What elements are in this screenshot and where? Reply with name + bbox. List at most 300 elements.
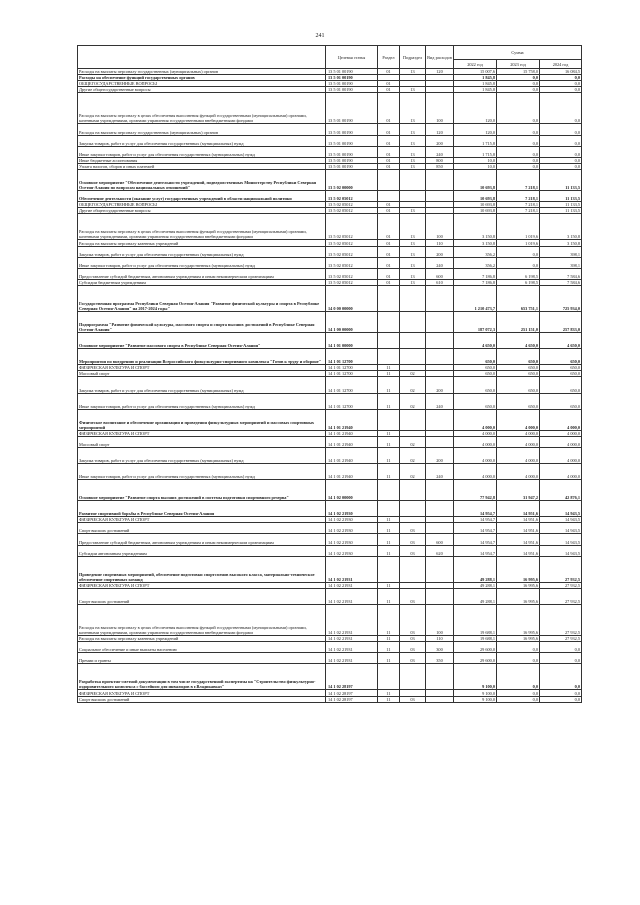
- row-expense-type: [426, 556, 454, 582]
- table-row: [78, 285, 582, 311]
- table-row: [78, 246, 582, 257]
- row-section: [378, 480, 400, 501]
- row-name: Другие общегосударственные вопросы: [78, 208, 326, 214]
- budget-table-container: [77, 45, 581, 703]
- row-name: Другие общегосударственные вопросы: [78, 87, 326, 93]
- row-sum-2024: 11 133,5: [540, 191, 582, 202]
- row-sum-2024: 0,0: [540, 81, 582, 87]
- row-sum-2024: 3 150,8: [540, 240, 582, 246]
- row-sum-2024: 650,0: [540, 377, 582, 393]
- row-sum-2024: 4 650,0: [540, 333, 582, 349]
- row-section: 11: [378, 534, 400, 545]
- row-target-article: 14 1 02 21931: [326, 556, 378, 582]
- row-sum-2024: 650,0: [540, 371, 582, 377]
- row-expense-type: [426, 311, 454, 332]
- row-name: Социальное обеспечение и иные выплаты населению: [78, 642, 326, 653]
- row-section: 01: [378, 124, 400, 135]
- row-sum-2023: 4 000,0: [497, 409, 540, 430]
- table-row: [78, 696, 582, 702]
- row-sum-2024: 11 133,5: [540, 208, 582, 214]
- row-name: Основное мероприятие "Обеспечение деятельности учреждений, подведомственных Министерству Республики Северная Осетия-Алания по вопросам национальных отношений": [78, 169, 326, 190]
- row-sum-2022: 29 600,0: [454, 653, 497, 664]
- row-sum-2022: 49 288,1: [454, 556, 497, 582]
- row-section: 01: [378, 135, 400, 146]
- header-year-2023: 2023 год: [497, 60, 540, 69]
- row-subsection: 03: [400, 604, 426, 635]
- row-sum-2024: 4 000,0: [540, 447, 582, 463]
- row-expense-type: 200: [426, 246, 454, 257]
- row-target-article: 14 1 01 21940: [326, 447, 378, 463]
- row-name: ФИЗИЧЕСКАЯ КУЛЬТУРА И СПОРТ: [78, 430, 326, 436]
- row-sum-2024: 0,0: [540, 696, 582, 702]
- row-section: [378, 556, 400, 582]
- row-subsection: 03: [400, 642, 426, 653]
- row-expense-type: 200: [426, 135, 454, 146]
- row-sum-2024: 0,0: [540, 163, 582, 169]
- row-name: Уплата налогов, сборов и иных платежей: [78, 163, 326, 169]
- row-name: ОБЩЕГОСУДАРСТВЕННЫЕ ВОПРОСЫ: [78, 81, 326, 87]
- row-sum-2024: 0,0: [540, 157, 582, 163]
- row-section: 01: [378, 214, 400, 240]
- row-expense-type: [426, 523, 454, 534]
- row-subsection: [400, 285, 426, 311]
- row-expense-type: 350: [426, 653, 454, 664]
- row-section: 11: [378, 436, 400, 447]
- row-sum-2023: 4 650,0: [497, 333, 540, 349]
- row-sum-2024: 27 932,5: [540, 582, 582, 588]
- row-sum-2023: 7 218,1: [497, 191, 540, 202]
- row-sum-2023: 16 995,6: [497, 588, 540, 604]
- row-target-article: 14 1 02 21931: [326, 588, 378, 604]
- row-target-article: 14 1 02 28197: [326, 696, 378, 702]
- row-target-article: 14 1 01 12700: [326, 365, 378, 371]
- row-sum-2023: 650,0: [497, 377, 540, 393]
- row-sum-2022: 650,0: [454, 349, 497, 365]
- row-section: 01: [378, 163, 400, 169]
- table-row: [78, 169, 582, 190]
- row-sum-2022: 10,0: [454, 157, 497, 163]
- table-row: [78, 664, 582, 690]
- row-name: Закупка товаров, работ и услуг для обеспечения государственных (муниципальных) нужд: [78, 246, 326, 257]
- row-expense-type: 110: [426, 636, 454, 642]
- row-sum-2023: 0,0: [497, 93, 540, 124]
- row-name: Закупка товаров, работ и услуг для обеспечения государственных (муниципальных) нужд: [78, 377, 326, 393]
- row-section: 01: [378, 157, 400, 163]
- row-section: 11: [378, 545, 400, 556]
- row-subsection: [400, 664, 426, 690]
- row-sum-2022: 4 000,0: [454, 436, 497, 447]
- row-expense-type: [426, 696, 454, 702]
- row-name: ФИЗИЧЕСКАЯ КУЛЬТУРА И СПОРТ: [78, 365, 326, 371]
- row-subsection: 13: [400, 257, 426, 268]
- row-sum-2024: 27 932,5: [540, 588, 582, 604]
- row-subsection: 13: [400, 246, 426, 257]
- row-section: 11: [378, 365, 400, 371]
- row-sum-2023: 14 951,6: [497, 523, 540, 534]
- row-sum-2023: 4 000,0: [497, 447, 540, 463]
- row-name: Обеспечение деятельности (оказание услуг) государственных учреждений в области национальной политики: [78, 191, 326, 202]
- row-subsection: 03: [400, 696, 426, 702]
- row-sum-2024: 4 000,0: [540, 430, 582, 436]
- row-sum-2022: 14 954,7: [454, 523, 497, 534]
- row-target-article: 13 5 01 00190: [326, 75, 378, 81]
- row-sum-2024: 0,0: [540, 653, 582, 664]
- row-sum-2024: 650,0: [540, 393, 582, 409]
- row-subsection: 03: [400, 523, 426, 534]
- row-expense-type: 600: [426, 534, 454, 545]
- header-name: [78, 46, 326, 69]
- row-section: 01: [378, 268, 400, 279]
- row-name: Спорт высших достижений: [78, 696, 326, 702]
- row-sum-2022: 19 688,1: [454, 604, 497, 635]
- row-name: Расходы на выплаты персоналу государственных (муниципальных) органов: [78, 124, 326, 135]
- row-subsection: 02: [400, 393, 426, 409]
- table-row: [78, 480, 582, 501]
- row-sum-2023: 0,0: [497, 81, 540, 87]
- row-expense-type: 850: [426, 163, 454, 169]
- table-row: [78, 501, 582, 517]
- row-expense-type: [426, 169, 454, 190]
- row-target-article: 14 1 02 21931: [326, 582, 378, 588]
- row-subsection: [400, 556, 426, 582]
- row-sum-2022: 4 000,0: [454, 430, 497, 436]
- row-section: 01: [378, 93, 400, 124]
- row-target-article: 13 5 01 00190: [326, 135, 378, 146]
- row-subsection: 13: [400, 240, 426, 246]
- row-expense-type: [426, 436, 454, 447]
- row-target-article: 13 5 02 05012: [326, 246, 378, 257]
- row-sum-2024: 0,0: [540, 664, 582, 690]
- row-section: 11: [378, 636, 400, 642]
- row-expense-type: 240: [426, 393, 454, 409]
- table-row: [78, 135, 582, 146]
- row-sum-2023: 0,0: [497, 653, 540, 664]
- row-sum-2024: 14 943,5: [540, 517, 582, 523]
- row-sum-2024: 398,1: [540, 257, 582, 268]
- row-name: Иные закупки товаров, работ и услуг для обеспечения государственных (муниципальных) нужд: [78, 257, 326, 268]
- row-sum-2024: 16 084,5: [540, 69, 582, 75]
- row-sum-2023: 0,0: [497, 146, 540, 157]
- row-sum-2022: 9 100,0: [454, 690, 497, 696]
- row-sum-2023: 31 947,2: [497, 480, 540, 501]
- row-expense-type: [426, 501, 454, 517]
- row-sum-2023: 0,0: [497, 664, 540, 690]
- row-sum-2024: 4 000,0: [540, 436, 582, 447]
- row-subsection: [400, 333, 426, 349]
- row-subsection: 13: [400, 69, 426, 75]
- row-sum-2023: 6 198,5: [497, 279, 540, 285]
- row-name: Предоставление субсидий бюджетным, автономным учреждениям и иным некоммерческим организациям: [78, 268, 326, 279]
- row-section: [378, 333, 400, 349]
- row-sum-2023: 0,0: [497, 135, 540, 146]
- row-expense-type: 120: [426, 124, 454, 135]
- row-sum-2024: 14 943,5: [540, 545, 582, 556]
- row-section: 11: [378, 464, 400, 480]
- row-sum-2023: 650,0: [497, 349, 540, 365]
- row-target-article: 14 1 02 21931: [326, 653, 378, 664]
- row-sum-2024: 14 943,5: [540, 534, 582, 545]
- row-name: Государственная программа Республики Северная Осетия-Алания "Развитие физической культуры и спорта в Республике Северная Осетия-Алания" на 2017-2024 годы": [78, 285, 326, 311]
- row-sum-2022: 4 650,0: [454, 333, 497, 349]
- header-sum: Сумма: [454, 46, 582, 60]
- row-target-article: 14 1 02 21931: [326, 604, 378, 635]
- row-sum-2022: 1 845,8: [454, 75, 497, 81]
- row-target-article: 13 5 02 05012: [326, 268, 378, 279]
- row-sum-2023: 7 218,1: [497, 208, 540, 214]
- row-name: Массовый спорт: [78, 436, 326, 447]
- row-section: 11: [378, 696, 400, 702]
- row-sum-2023: 0,0: [497, 124, 540, 135]
- row-section: 01: [378, 279, 400, 285]
- row-sum-2022: 29 600,0: [454, 642, 497, 653]
- row-name: Разработка проектно-сметной документации в том числе государственной экспертизы на "Строительство физкультурно-оздоровительного комплекса с бассейном для инвалидов в г.Владикавказ": [78, 664, 326, 690]
- row-section: 01: [378, 240, 400, 246]
- row-sum-2023: 0,0: [497, 157, 540, 163]
- row-sum-2022: 10 693,8: [454, 208, 497, 214]
- row-expense-type: 110: [426, 240, 454, 246]
- row-sum-2023: 6 198,5: [497, 268, 540, 279]
- row-subsection: [400, 311, 426, 332]
- row-name: Закупка товаров, работ и услуг для обеспечения государственных (муниципальных) нужд: [78, 135, 326, 146]
- row-sum-2022: 650,0: [454, 365, 497, 371]
- row-subsection: [400, 480, 426, 501]
- row-sum-2023: 4 000,0: [497, 436, 540, 447]
- table-row: [78, 124, 582, 135]
- row-sum-2024: 7 584,6: [540, 279, 582, 285]
- row-name: Расходы на выплаты персоналу в целях обеспечения выполнения функций государственными (муниципальными) органами, казенными учреждениями, органами управления государственными внебюджетными фондами: [78, 93, 326, 124]
- row-sum-2022: 14 954,7: [454, 501, 497, 517]
- row-name: Спорт высших достижений: [78, 523, 326, 534]
- row-sum-2022: 356,2: [454, 246, 497, 257]
- row-sum-2022: 4 000,0: [454, 447, 497, 463]
- row-section: 11: [378, 393, 400, 409]
- row-name: Расходы на выплаты персоналу государственных (муниципальных) органов: [78, 69, 326, 75]
- header-subsection: Подраздел: [400, 46, 426, 69]
- row-sum-2023: 650,0: [497, 393, 540, 409]
- row-name: ФИЗИЧЕСКАЯ КУЛЬТУРА И СПОРТ: [78, 582, 326, 588]
- row-sum-2022: 4 000,0: [454, 409, 497, 430]
- row-name: Иные закупки товаров, работ и услуг для обеспечения государственных (муниципальных) нужд: [78, 393, 326, 409]
- row-section: 11: [378, 371, 400, 377]
- row-name: Субсидии автономным учреждениям: [78, 545, 326, 556]
- row-target-article: 14 1 01 21940: [326, 464, 378, 480]
- table-row: [78, 349, 582, 365]
- row-sum-2022: 3 150,8: [454, 240, 497, 246]
- row-target-article: 14 1 02 21931: [326, 636, 378, 642]
- row-name: Расходы на выплаты персоналу казенных учреждений: [78, 240, 326, 246]
- row-target-article: 13 5 02 05012: [326, 240, 378, 246]
- row-sum-2023: 16 995,6: [497, 582, 540, 588]
- row-sum-2023: 251 151,0: [497, 311, 540, 332]
- row-target-article: 13 5 01 00190: [326, 93, 378, 124]
- row-sum-2022: 650,0: [454, 377, 497, 393]
- row-section: 11: [378, 582, 400, 588]
- row-name: Расходы на выплаты персоналу в целях обеспечения выполнения функций государственными (муниципальными) органами, казенными учреждениями, органами управления государственными внебюджетными фондами: [78, 604, 326, 635]
- row-target-article: 13 5 02 05012: [326, 202, 378, 208]
- row-sum-2023: 0,0: [497, 642, 540, 653]
- row-target-article: 14 1 01 21940: [326, 409, 378, 430]
- row-section: 11: [378, 377, 400, 393]
- row-subsection: 02: [400, 377, 426, 393]
- row-section: [378, 349, 400, 365]
- row-name: Спорт высших достижений: [78, 588, 326, 604]
- row-name: ОБЩЕГОСУДАРСТВЕННЫЕ ВОПРОСЫ: [78, 202, 326, 208]
- row-target-article: 13 5 01 00190: [326, 69, 378, 75]
- row-target-article: 14 0 00 00000: [326, 285, 378, 311]
- row-target-article: 13 5 02 05012: [326, 191, 378, 202]
- row-target-article: 13 5 02 05012: [326, 208, 378, 214]
- row-name: Закупка товаров, работ и услуг для обеспечения государственных (муниципальных) нужд: [78, 447, 326, 463]
- table-row: [78, 311, 582, 332]
- row-name: Основное мероприятие "Развитие массового спорта в Республике Северная Осетия-Алания": [78, 333, 326, 349]
- row-sum-2022: 1 715,8: [454, 135, 497, 146]
- row-sum-2024: 0,0: [540, 124, 582, 135]
- row-name: Премии и гранты: [78, 653, 326, 664]
- row-sum-2023: 4 000,0: [497, 430, 540, 436]
- row-expense-type: [426, 333, 454, 349]
- row-section: [378, 169, 400, 190]
- table-row: [78, 191, 582, 202]
- row-target-article: 13 5 02 00000: [326, 169, 378, 190]
- table-row: [78, 436, 582, 447]
- table-body: [78, 69, 582, 703]
- row-expense-type: 240: [426, 464, 454, 480]
- table-row: [78, 268, 582, 279]
- header-expense-type: Вид расходов: [426, 46, 454, 69]
- row-expense-type: [426, 664, 454, 690]
- row-expense-type: 300: [426, 642, 454, 653]
- row-subsection: 13: [400, 279, 426, 285]
- row-name: Физическое воспитание и обеспечение организации и проведения физкультурных мероприятий и массовых спортивных мероприятий: [78, 409, 326, 430]
- table-row: [78, 447, 582, 463]
- row-sum-2022: 77 942,8: [454, 480, 497, 501]
- table-row: [78, 409, 582, 430]
- row-sum-2024: 14 943,5: [540, 501, 582, 517]
- row-subsection: 13: [400, 163, 426, 169]
- row-expense-type: 100: [426, 604, 454, 635]
- row-target-article: 13 5 01 00190: [326, 87, 378, 93]
- row-target-article: 14 1 01 12700: [326, 377, 378, 393]
- row-expense-type: 100: [426, 93, 454, 124]
- row-target-article: 13 5 01 00190: [326, 163, 378, 169]
- table-row: [78, 534, 582, 545]
- table-header: [78, 46, 582, 69]
- row-subsection: 02: [400, 371, 426, 377]
- row-sum-2022: 14 954,7: [454, 545, 497, 556]
- row-target-article: 13 5 01 00190: [326, 81, 378, 87]
- row-target-article: 13 5 02 05012: [326, 279, 378, 285]
- row-target-article: 14 1 00 00000: [326, 311, 378, 332]
- row-target-article: 13 5 01 00190: [326, 146, 378, 157]
- row-sum-2023: 14 951,6: [497, 517, 540, 523]
- row-sum-2023: 16 995,6: [497, 604, 540, 635]
- row-subsection: [400, 169, 426, 190]
- row-target-article: 14 1 01 12700: [326, 371, 378, 377]
- row-sum-2023: 1 019,6: [497, 240, 540, 246]
- row-sum-2022: 1 845,8: [454, 81, 497, 87]
- row-name: Иные бюджетные ассигнования: [78, 157, 326, 163]
- row-target-article: 14 1 01 21940: [326, 436, 378, 447]
- row-expense-type: 200: [426, 447, 454, 463]
- table-row: [78, 653, 582, 664]
- row-sum-2022: 10,0: [454, 163, 497, 169]
- row-sum-2022: 1 715,8: [454, 146, 497, 157]
- row-section: [378, 501, 400, 517]
- row-sum-2023: 0,0: [497, 690, 540, 696]
- row-sum-2024: 650,0: [540, 349, 582, 365]
- header-year-2024: 2024 год: [540, 60, 582, 69]
- table-row: [78, 214, 582, 240]
- row-subsection: 13: [400, 208, 426, 214]
- row-expense-type: 610: [426, 279, 454, 285]
- row-sum-2024: 0,0: [540, 87, 582, 93]
- row-name: Предоставление субсидий бюджетным, автономным учреждениям и иным некоммерческим организациям: [78, 534, 326, 545]
- row-section: 11: [378, 523, 400, 534]
- row-expense-type: [426, 349, 454, 365]
- row-sum-2023: 15 758,0: [497, 69, 540, 75]
- row-section: 01: [378, 69, 400, 75]
- row-section: 11: [378, 642, 400, 653]
- row-expense-type: 600: [426, 268, 454, 279]
- row-sum-2023: 1 019,6: [497, 214, 540, 240]
- row-sum-2022: 14 954,7: [454, 534, 497, 545]
- row-sum-2024: 0,0: [540, 135, 582, 146]
- row-sum-2022: 49 288,1: [454, 582, 497, 588]
- row-name: ФИЗИЧЕСКАЯ КУЛЬТУРА И СПОРТ: [78, 690, 326, 696]
- row-target-article: 14 1 02 00000: [326, 480, 378, 501]
- row-sum-2024: 11 133,5: [540, 202, 582, 208]
- row-target-article: 14 1 02 21931: [326, 642, 378, 653]
- row-sum-2024: 0,0: [540, 93, 582, 124]
- row-target-article: 14 1 01 00000: [326, 333, 378, 349]
- row-name: Иные закупки товаров, работ и услуг для обеспечения государственных (муниципальных) нужд: [78, 464, 326, 480]
- row-section: 11: [378, 690, 400, 696]
- row-subsection: 03: [400, 545, 426, 556]
- row-section: 01: [378, 146, 400, 157]
- row-subsection: [400, 349, 426, 365]
- row-section: [378, 664, 400, 690]
- row-sum-2024: 11 133,5: [540, 169, 582, 190]
- row-sum-2022: 120,0: [454, 124, 497, 135]
- row-sum-2023: 7 218,1: [497, 202, 540, 208]
- row-subsection: 13: [400, 135, 426, 146]
- row-sum-2024: 14 943,5: [540, 523, 582, 534]
- row-sum-2022: 49 288,1: [454, 588, 497, 604]
- row-sum-2022: 10 693,8: [454, 191, 497, 202]
- row-subsection: 03: [400, 588, 426, 604]
- table-row: [78, 642, 582, 653]
- row-sum-2023: 653 751,1: [497, 285, 540, 311]
- row-target-article: 14 1 01 12700: [326, 393, 378, 409]
- row-expense-type: [426, 480, 454, 501]
- row-subsection: 02: [400, 464, 426, 480]
- table-row: [78, 333, 582, 349]
- row-subsection: [400, 409, 426, 430]
- row-sum-2022: 19 688,1: [454, 636, 497, 642]
- row-expense-type: [426, 191, 454, 202]
- row-target-article: 14 1 02 28197: [326, 664, 378, 690]
- row-sum-2024: 0,0: [540, 690, 582, 696]
- row-name: Развитие спортивной борьбы в Республике Северная Осетия-Алания: [78, 501, 326, 517]
- table-row: [78, 93, 582, 124]
- row-subsection: 13: [400, 214, 426, 240]
- row-section: 01: [378, 246, 400, 257]
- row-expense-type: 120: [426, 69, 454, 75]
- row-subsection: 13: [400, 268, 426, 279]
- row-target-article: 14 1 02 21930: [326, 545, 378, 556]
- row-sum-2022: 650,0: [454, 393, 497, 409]
- row-sum-2024: 725 934,0: [540, 285, 582, 311]
